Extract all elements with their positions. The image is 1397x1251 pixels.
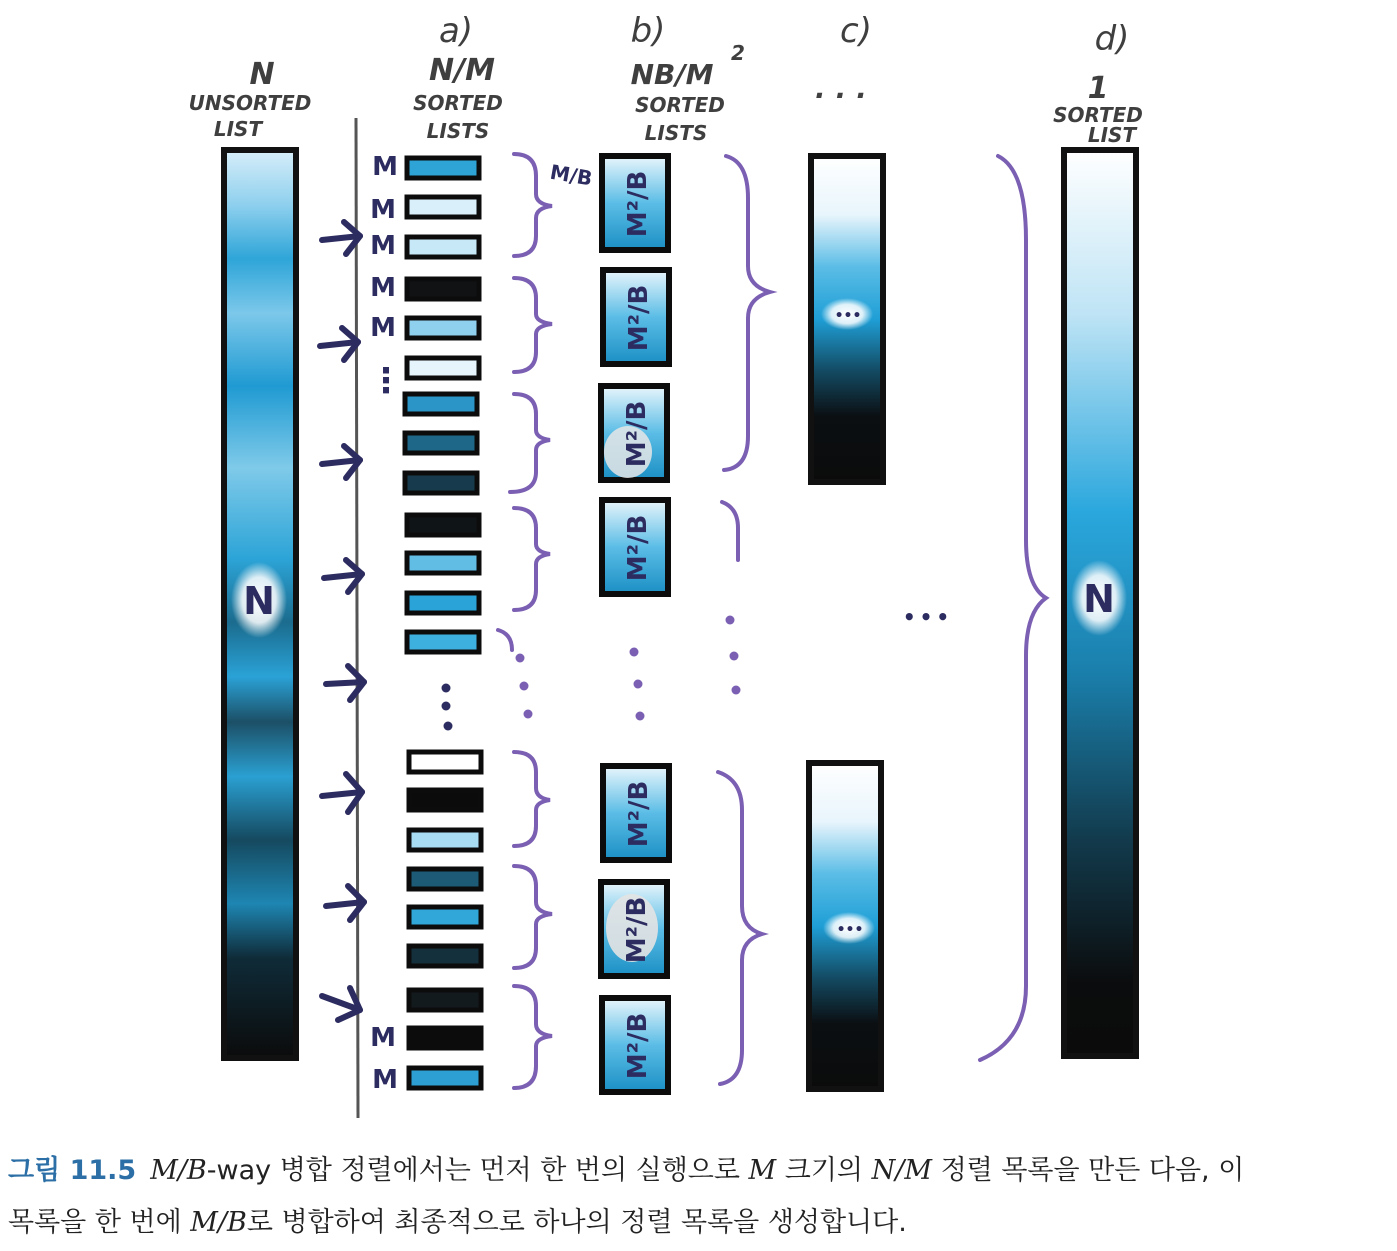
merged-block (602, 500, 668, 594)
unsorted-list-bar (224, 150, 296, 1058)
merged-block (601, 882, 667, 976)
brace (514, 154, 552, 256)
figure-caption (8, 1145, 1393, 1249)
merged-block (602, 156, 668, 250)
header-d-letter: d) (1094, 19, 1130, 59)
header-unsorted-line1: UNSORTED (188, 91, 312, 115)
braces-ellipsis-a (516, 654, 533, 719)
braces-a-to-b (498, 154, 552, 1088)
run-item (407, 197, 479, 217)
run-item (405, 394, 477, 414)
run-size-label: M (370, 313, 396, 343)
run-item (409, 869, 481, 889)
header-b-letter: b) (630, 11, 666, 51)
run-item (409, 907, 481, 927)
run-item (409, 1068, 481, 1088)
header-unsorted-count: N (249, 57, 275, 92)
run-item (407, 358, 479, 378)
header-a (413, 11, 503, 143)
figure-number: 그림 11.5 (8, 1155, 137, 1186)
run-item (407, 632, 479, 652)
run-item (405, 473, 477, 493)
header-unsorted (189, 57, 312, 141)
arrow-icon (322, 446, 360, 478)
brace (514, 752, 550, 846)
header-d-line2: LIST (1087, 123, 1137, 147)
divider-line (356, 118, 358, 1118)
unsorted-bar-label: N (243, 579, 275, 623)
blocks-ellipsis (630, 648, 645, 721)
caption-math: M/B (190, 1207, 247, 1238)
runs-ellipsis (442, 684, 453, 731)
arrow-icon (322, 988, 360, 1020)
arrow-icon (322, 222, 360, 254)
run-item (407, 279, 479, 299)
caption-math: M (748, 1155, 777, 1186)
header-b-exponent: 2 (731, 41, 745, 65)
header-a-line1: SORTED (413, 91, 503, 115)
run-item (407, 553, 479, 573)
merged-block (603, 766, 669, 860)
header-c (815, 11, 877, 105)
caption-line-2 (8, 1197, 1393, 1249)
run-size-label: M (372, 1065, 398, 1095)
block-label: M²/B (623, 514, 653, 582)
run-item (409, 790, 481, 810)
brace (498, 630, 512, 650)
header-unsorted-line2: LIST (213, 117, 263, 141)
run-item (409, 1028, 481, 1048)
run-size-label: M (370, 1023, 396, 1053)
run-item (407, 237, 479, 257)
caption-text: 로 병합하여 최종적으로 하나의 정렬 목록을 생성합니다. (246, 1207, 907, 1238)
caption-math: M/B (150, 1155, 207, 1186)
caption-text: 크기의 (776, 1155, 872, 1186)
caption-text: 정렬 목록을 만든 다음, 이 (931, 1155, 1245, 1186)
brace (724, 156, 770, 470)
run-item (407, 318, 479, 338)
sorted-list-bar (1064, 150, 1136, 1056)
run-item (409, 990, 481, 1010)
header-c-letter: c) (840, 11, 872, 51)
caption-line-1 (8, 1145, 1393, 1197)
braces-ellipsis-b (726, 616, 741, 695)
header-a-letter: a) (438, 11, 474, 51)
run-item (409, 946, 481, 966)
block-label: M²/B (624, 284, 654, 352)
big-brace (980, 156, 1046, 1060)
run-size-label: M (370, 195, 396, 225)
arrow-icon (320, 328, 358, 360)
brace (514, 508, 550, 610)
run-size-label: M (372, 152, 398, 182)
brace (510, 394, 550, 492)
merged-list-dots: ••• (836, 922, 864, 938)
header-b-line1: SORTED (635, 93, 725, 117)
run-item (409, 752, 481, 772)
brace (718, 772, 762, 1084)
caption-text: -way 병합 정렬에서는 먼저 한 번의 실행으로 (206, 1155, 749, 1186)
brace (514, 986, 552, 1088)
column-c-ellipsis: ••• (902, 605, 954, 629)
merged-list-c-bottom (809, 763, 881, 1089)
block-label: M²/B (624, 780, 654, 848)
header-b (631, 11, 745, 145)
brace (722, 502, 738, 560)
block-label: M²/B (623, 170, 653, 238)
merged-block (603, 270, 669, 364)
header-a-count: N/M (429, 53, 495, 88)
header-c-count: ... (815, 72, 877, 105)
merged-list-dots: ••• (834, 308, 862, 324)
run-item (407, 158, 479, 178)
run-size-label: M (370, 273, 396, 303)
merged-block (602, 998, 668, 1092)
run-item (407, 593, 479, 613)
caption-math: N/M (871, 1155, 932, 1186)
header-b-line2: LISTS (644, 121, 708, 145)
runs-column-a (369, 152, 481, 1095)
sorted-bar-label: N (1083, 577, 1115, 621)
caption-text: 목록을 한 번에 (8, 1207, 191, 1238)
run-item (409, 830, 481, 850)
block-label: M²/B (622, 400, 652, 468)
block-label: M²/B (622, 896, 652, 964)
run-item (407, 515, 479, 535)
brace (514, 866, 552, 968)
blocks-column-b (601, 156, 669, 1092)
merged-list-c-top (811, 156, 883, 482)
run-size-label: M (370, 231, 396, 261)
merged-block (601, 386, 667, 480)
run-item (405, 433, 477, 453)
run-size-dots: ⋮ (369, 361, 403, 401)
header-d-line1: SORTED (1053, 103, 1143, 127)
brace (514, 278, 552, 372)
block-label: M²/B (623, 1012, 653, 1080)
header-d (1053, 19, 1143, 147)
group-size-label: M/B (548, 159, 595, 191)
header-d-count: 1 (1087, 71, 1109, 106)
header-b-count: NB/M (630, 58, 714, 91)
header-a-line2: LISTS (426, 119, 490, 143)
